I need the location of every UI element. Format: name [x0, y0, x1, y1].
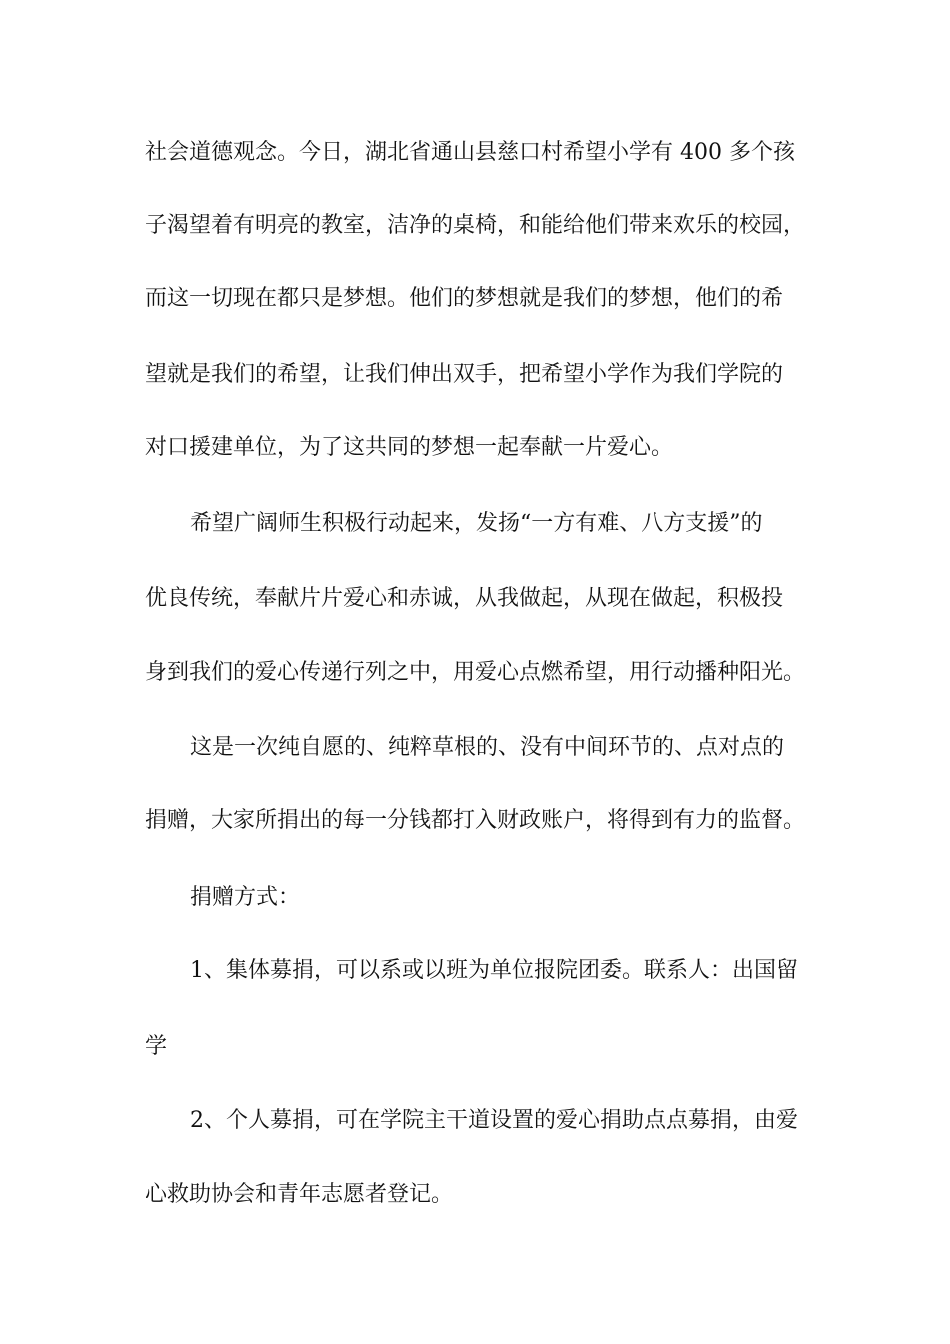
text-line: 1、集体募捐，可以系或以班为单位报院团委。联系人：出国留	[190, 958, 798, 983]
text-line: 对口援建单位，为了这共同的梦想一起奉献一片爱心。	[145, 435, 674, 460]
text-line: 心救助协会和青年志愿者登记。	[145, 1182, 454, 1207]
text-line: 而这一切现在都只是梦想。他们的梦想就是我们的梦想，他们的希	[145, 286, 784, 311]
text-line: 子渴望着有明亮的教室，洁净的桌椅，和能给他们带来欢乐的校园，	[145, 213, 806, 238]
text-line: 捐赠，大家所捐出的每一分钱都打入财政账户，将得到有力的监督。	[145, 808, 806, 833]
text-line: 身到我们的爱心传递行列之中，用爱心点燃希望，用行动播种阳光。	[145, 660, 806, 685]
text-line: 2、个人募捐，可在学院主干道设置的爱心捐助点点募捐，由爱	[190, 1108, 798, 1133]
text-line: 捐赠方式：	[190, 885, 301, 910]
text-line: 社会道德观念。今日，湖北省通山县慈口村希望小学有 400 多个孩	[145, 140, 795, 165]
text-line: 这是一次纯自愿的、纯粹草根的、没有中间环节的、点对点的	[190, 735, 785, 760]
text-line: 希望广阔师生积极行动起来，发扬“一方有难、八方支援”的	[190, 511, 763, 536]
text-line: 优良传统，奉献片片爱心和赤诚，从我做起，从现在做起，积极投	[145, 586, 784, 611]
text-line: 学	[145, 1034, 168, 1059]
text-line: 望就是我们的希望，让我们伸出双手，把希望小学作为我们学院的	[145, 362, 784, 387]
